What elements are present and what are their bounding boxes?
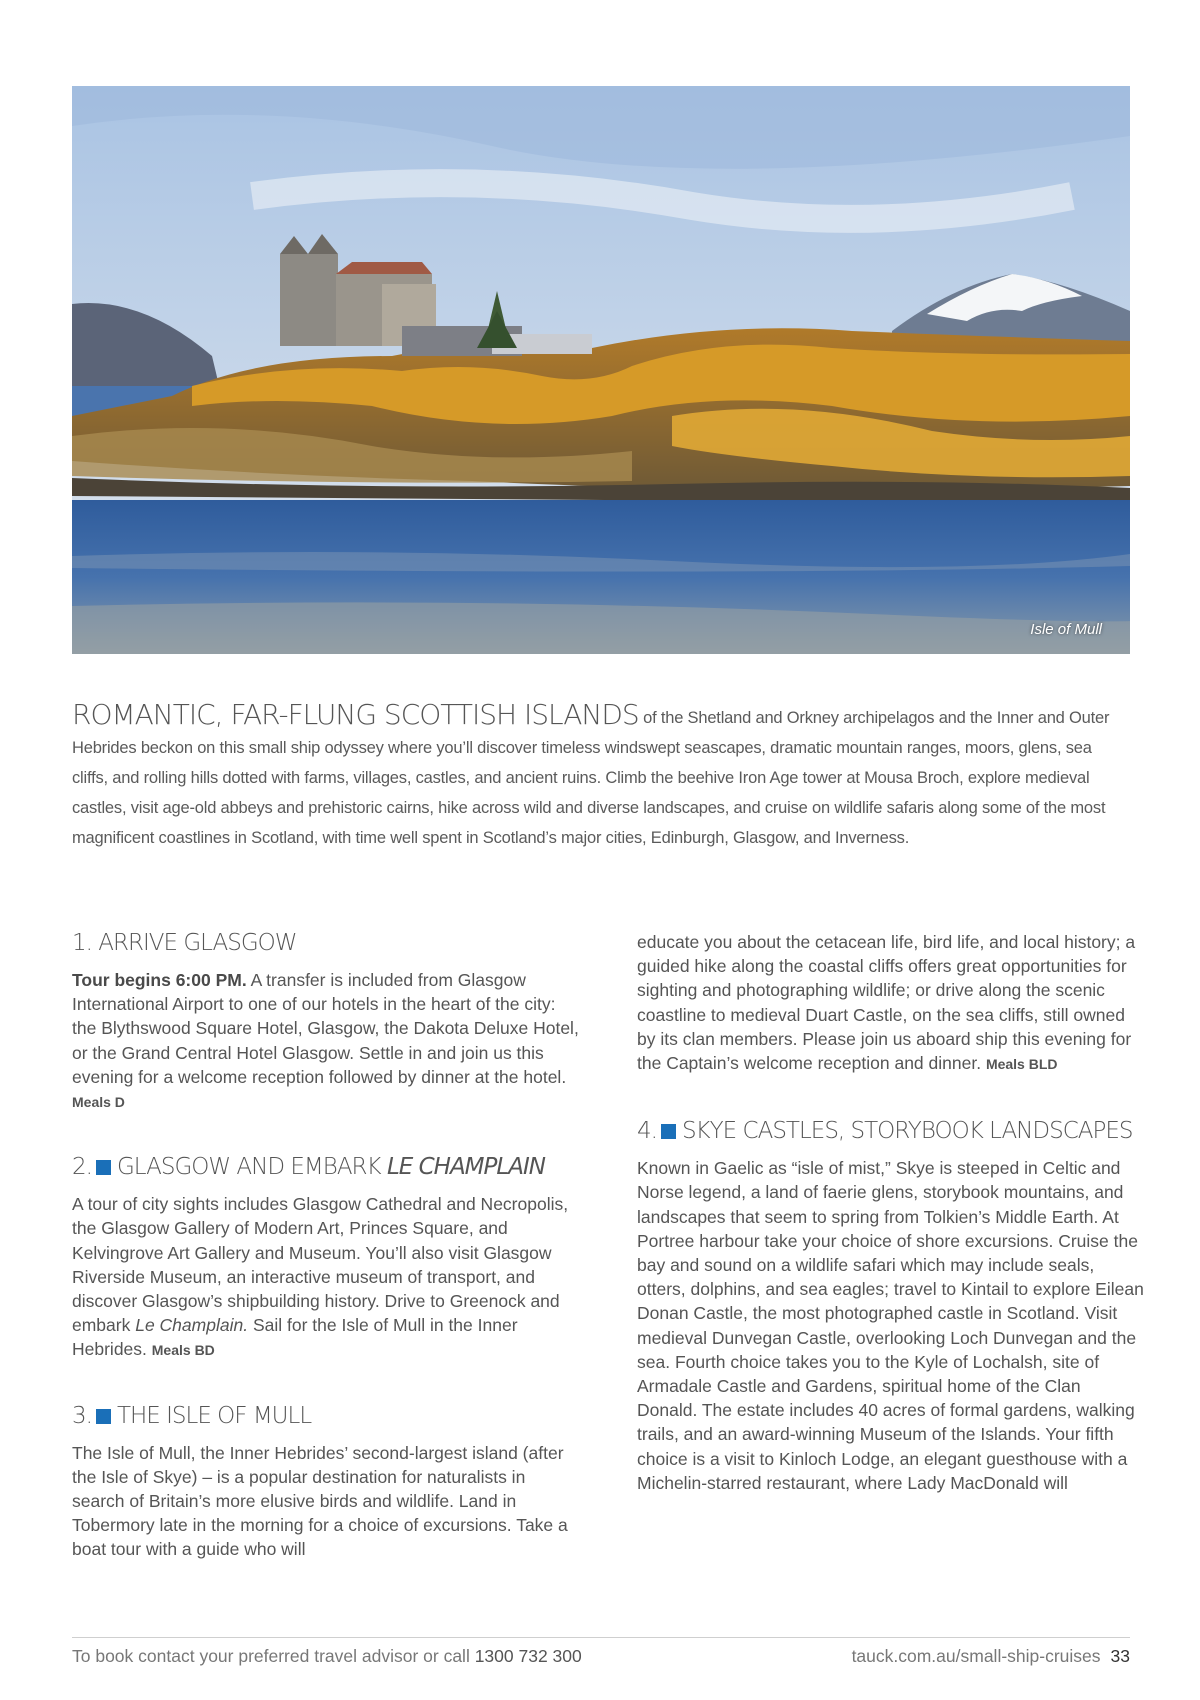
day-2 <box>72 1152 580 1362</box>
day-1-text: A transfer is included from Glasgow International Airport to one of our hotels in the heart of the city: the Blythswood Square Hotel, Glasgow, the Dakota Deluxe Hotel, or the Grand Central Hotel Glasgow. Settle in and join us this evening for a welcome reception followed by dinner at the hotel. <box>72 970 579 1087</box>
day-4-number: 4. <box>637 1118 657 1145</box>
day-1-meals: Meals D <box>72 1094 125 1111</box>
day-1-body <box>72 968 580 1114</box>
hero-photo <box>72 86 1130 654</box>
blue-square-icon <box>96 1160 111 1175</box>
day-2-text-after: Sail for the Isle of Mull in the Inner Hebrides. <box>72 1315 518 1360</box>
footer-right <box>852 1646 1130 1667</box>
footer-contact <box>72 1646 582 1667</box>
day-2-body <box>72 1192 580 1362</box>
day-4-heading <box>637 1116 1145 1146</box>
day-2-title-ship: LE CHAMPLAIN <box>386 1154 545 1181</box>
day-3-heading <box>72 1401 580 1431</box>
photo-caption: Isle of Mull <box>1030 621 1102 638</box>
day-3-continued <box>637 930 1145 1076</box>
day-1-heading <box>72 928 580 958</box>
day-2-meals: Meals BD <box>151 1342 215 1359</box>
intro-paragraph <box>72 700 1130 853</box>
day-3-continued-text: educate you about the cetacean life, bird life, and local history; a guided hike along the coastal cliffs offers great opportunities for sighting and photographing wildlife; or drive along the scenic coastline to medieval Duart Castle, on the sea cliffs, still owned by its clan members. Please join us aboard ship this evening for the Captain’s welcome reception and dinner. <box>637 932 1136 1074</box>
footer-url[interactable]: tauck.com.au/small-ship-cruises <box>851 1646 1101 1666</box>
day-2-title: GLASGOW AND EMBARK <box>116 1154 387 1181</box>
day-3-body: The Isle of Mull, the Inner Hebrides’ second-largest island (after the Isle of Skye) – is a popular destination for naturalists in search of Britain’s more elusive birds and wildlife. Land in Tobermory late in the morning for a choice of excursions. Take a boat tour with a guide who will <box>72 1442 568 1560</box>
day-1-number: 1. <box>72 930 92 956</box>
day-4-title: SKYE CASTLES, STORYBOOK LANDSCAPES <box>681 1118 1133 1145</box>
tour-begins: Tour begins 6:00 PM. <box>72 970 247 990</box>
day-2-text: A tour of city sights includes Glasgow Cathedral and Necropolis, the Glasgow Gallery of Modern Art, Princes Square, and Kelvingrove Art Gallery and Museum. You’ll also visit Glasgow Riverside Museum, an interactive museum of transport, and discover Glasgow’s shipbuilding history. Drive to Greenock and embark <box>72 1194 569 1336</box>
day-2-ship: Le Champlain. <box>135 1315 249 1336</box>
day-3-continued-body <box>637 930 1145 1076</box>
day-2-heading <box>72 1152 580 1182</box>
intro-text: of the Shetland and Orkney archipelagos and the Inner and Outer Hebrides beckon on this small ship odyssey where you’ll discover timeless windswept seascapes, dramatic mountain ranges, moors, glens, sea cliffs, and rolling hills dotted with farms, villages, castles, and ancient ruins. Climb the beehive Iron Age tower at Mousa Broch, explore medieval castles, visit age-old abbeys and prehistoric cairns, hike across wild and diverse landscapes, and cruise on wildlife safaris along some of the most magnificent coastlines in Scotland, with time well spent in Scotland’s major cities, Edinburgh, Glasgow, and Inverness. <box>72 709 1110 847</box>
day-4 <box>637 1116 1145 1495</box>
right-column <box>637 930 1145 1495</box>
footer-divider <box>72 1637 1130 1638</box>
day-2-number: 2. <box>72 1154 92 1181</box>
page-number: 33 <box>1110 1646 1130 1666</box>
day-4-body: Known in Gaelic as “isle of mist,” Skye is steeped in Celtic and Norse legend, a land of faerie glens, storybook mountains, and landscapes that seem to spring from Tolkien’s Middle Earth. At Portree harbour take your choice of shore excursions. Cruise the bay and sound on a wildlife safari which may include seals, otters, dolphins, and sea eagles; travel to Kintail to explore Eilean Donan Castle, the most photographed castle in Scotland. Visit medieval Dunvegan Castle, overlooking Loch Dunvegan and the sea. Fourth choice takes you to the Kyle of Lochalsh, site of Armadale Castle and Gardens, spiritual home of the Clan Donald. The estate includes 40 acres of formal gardens, walking trails, and an award-winning Museum of the Islands. Your fifth choice is a visit to Kinloch Lodge, an elegant guesthouse with a Michelin-starred restaurant, where Lady MacDonald will <box>637 1158 1144 1493</box>
day-3 <box>72 1401 580 1562</box>
castle-landscape-photo <box>72 86 1130 654</box>
intro-lead: ROMANTIC, FAR-FLUNG SCOTTISH ISLANDS <box>72 698 639 731</box>
day-1-title: ARRIVE GLASGOW <box>98 930 297 956</box>
footer-phone[interactable]: 1300 732 300 <box>474 1646 582 1666</box>
day-3-title: THE ISLE OF MULL <box>116 1402 312 1429</box>
blue-square-icon <box>661 1124 676 1139</box>
day-3-number: 3. <box>72 1402 92 1429</box>
day-3-meals: Meals BLD <box>985 1056 1058 1073</box>
left-column <box>72 928 580 1562</box>
blue-square-icon <box>96 1409 111 1424</box>
day-1 <box>72 928 580 1114</box>
footer-contact-text: To book contact your preferred travel advisor or call <box>72 1646 475 1666</box>
